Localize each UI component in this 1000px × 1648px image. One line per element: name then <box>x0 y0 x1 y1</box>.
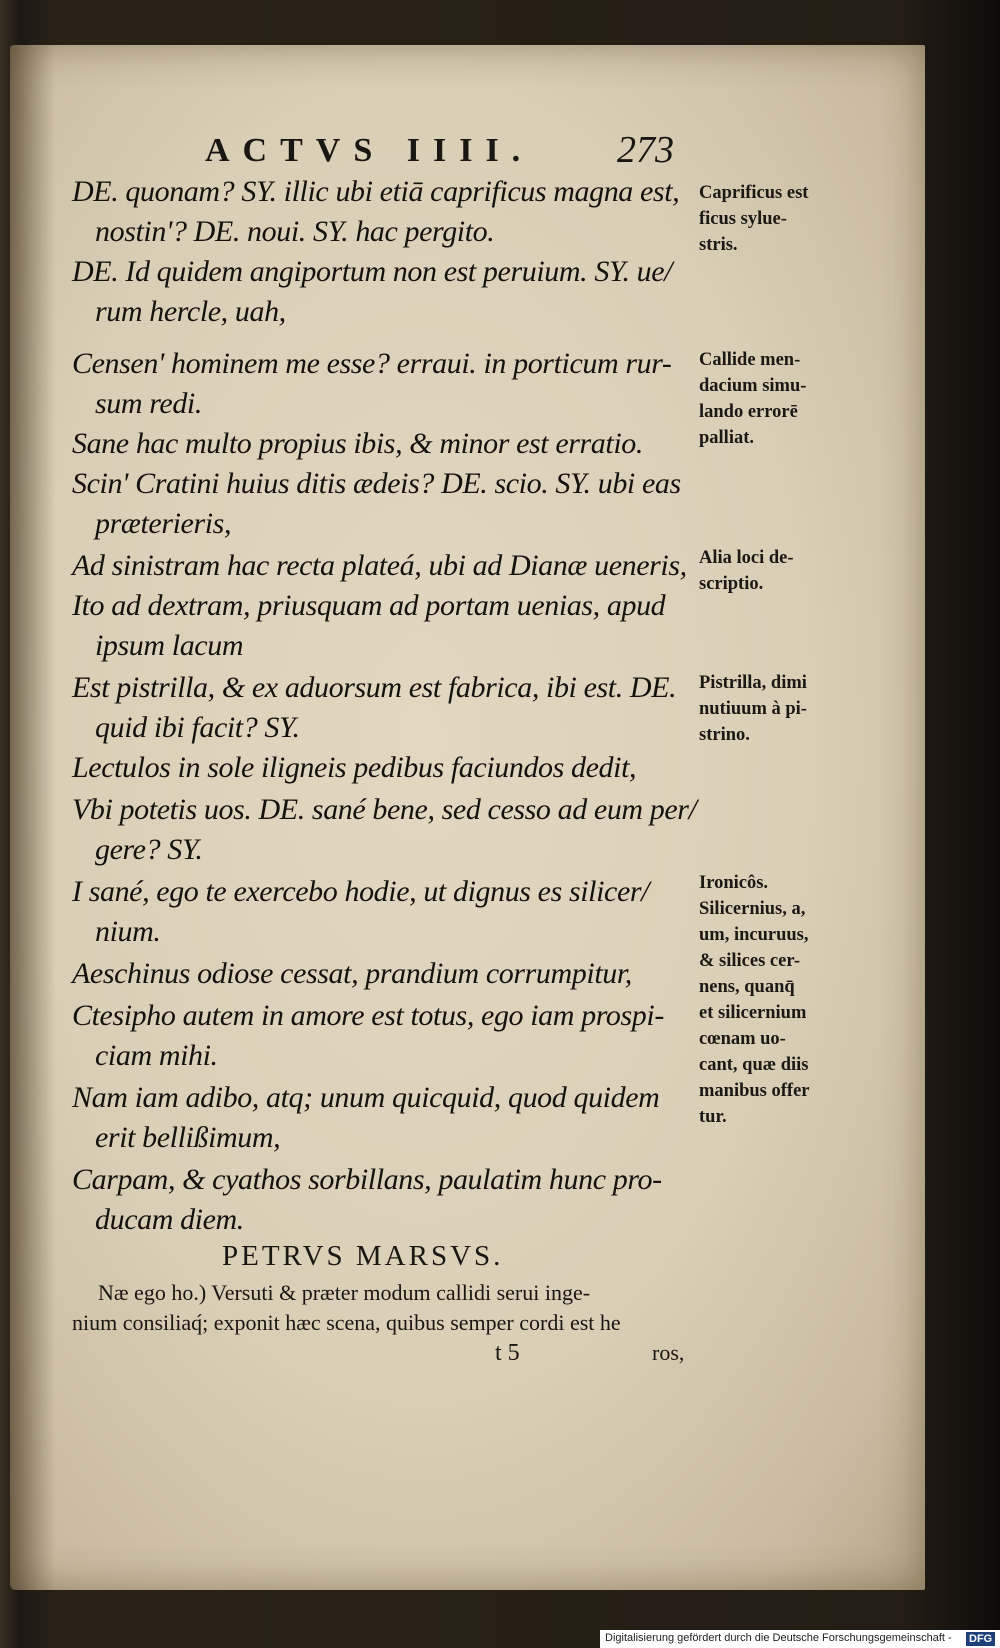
margin-note: & silices cer- <box>699 951 801 971</box>
signature-mark: t 5 <box>495 1340 520 1366</box>
verse-line: rum hercle, uah, <box>95 295 286 328</box>
verse-line: Censen' hominem me esse? erraui. in porticum rur- <box>72 347 672 380</box>
commentary-line: Næ ego ho.) Versuti & præter modum callidi serui inge- <box>98 1280 591 1305</box>
margin-note: Silicernius, a, <box>699 899 806 919</box>
margin-note: scriptio. <box>699 574 764 594</box>
margin-note: Pistrilla, dimi <box>699 673 807 693</box>
page-number: 273 <box>617 129 674 171</box>
verse-line: nium. <box>95 915 161 948</box>
verse-line: Aeschinus odiose cessat, prandium corrumpitur, <box>72 957 632 990</box>
verse-line: Scin' Cratini huius ditis ædeis? DE. scio. SY. ubi eas <box>72 467 681 500</box>
margin-note: cœnam uo- <box>699 1029 786 1049</box>
margin-note: Callide men- <box>699 350 801 370</box>
verse-line: Sane hac multo propius ibis, & minor est erratio. <box>72 427 643 460</box>
funding-credit: Digitalisierung gefördert durch die Deutsche Forschungsgemeinschaft - <box>605 1632 952 1644</box>
margin-note: manibus offer <box>699 1081 810 1101</box>
page-gutter-shadow <box>10 45 55 1590</box>
margin-note: Ironicôs. <box>699 873 769 893</box>
commentary-heading: PETRVS MARSVS. <box>222 1240 504 1272</box>
margin-note: um, incuruus, <box>699 925 809 945</box>
margin-note: nens, quanq̄ <box>699 977 795 997</box>
verse-line: Ad sinistram hac recta plateá, ubi ad Dianæ ueneris, <box>72 549 687 582</box>
verse-line: Nam iam adibo, atq; unum quicquid, quod quidem <box>72 1081 660 1114</box>
dfg-logo: DFG <box>966 1632 995 1646</box>
verse-line: Lectulos in sole iligneis pedibus faciundos dedit, <box>72 751 637 784</box>
verse-line: erit bellißimum, <box>95 1121 281 1154</box>
margin-note: et silicernium <box>699 1003 807 1023</box>
verse-line: quid ibi facit? SY. <box>95 711 300 744</box>
margin-note: nutiuum à pi- <box>699 699 807 719</box>
verse-line: Ito ad dextram, priusquam ad portam uenias, apud <box>72 589 666 622</box>
verse-line: I sané, ego te exercebo hodie, ut dignus es silicer/ <box>72 875 650 908</box>
verse-line: ciam mihi. <box>95 1039 218 1072</box>
verse-line: Est pistrilla, & ex aduorsum est fabrica, ibi est. DE. <box>72 671 677 704</box>
margin-note: tur. <box>699 1107 727 1127</box>
catchword: ros, <box>652 1340 685 1365</box>
margin-note: dacium simu- <box>699 376 807 396</box>
verse-line: gere? SY. <box>95 833 203 866</box>
verse-line: Carpam, & cyathos sorbillans, paulatim hunc pro- <box>72 1163 662 1196</box>
verse-line: DE. quonam? SY. illic ubi etiā caprificus magna est, <box>72 175 680 208</box>
commentary-line: nium consiliaq́; exponit hæc scena, quibus semper cordi est he <box>72 1310 621 1335</box>
margin-note: Alia loci de- <box>699 548 794 568</box>
verse-line: Vbi potetis uos. DE. sané bene, sed cesso ad eum per/ <box>72 793 697 826</box>
verse-line: sum redi. <box>95 387 202 420</box>
verse-line: Ctesipho autem in amore est totus, ego iam prospi- <box>72 999 664 1032</box>
margin-note: palliat. <box>699 428 754 448</box>
margin-note: cant, quæ diis <box>699 1055 809 1075</box>
margin-note: Caprificus est <box>699 183 809 203</box>
verse-line: nostin'? DE. noui. SY. hac pergito. <box>95 215 495 248</box>
margin-note: strino. <box>699 725 750 745</box>
verse-line: ducam diem. <box>95 1203 244 1236</box>
running-title: ACTVS IIII. <box>205 132 534 169</box>
verse-line: DE. Id quidem angiportum non est peruium. SY. ue/ <box>72 255 673 288</box>
verse-line: præterieris, <box>95 507 232 540</box>
margin-note: ficus sylue- <box>699 209 787 229</box>
margin-note: lando errorē <box>699 402 798 422</box>
margin-note: stris. <box>699 235 738 255</box>
verse-line: ipsum lacum <box>95 629 244 662</box>
